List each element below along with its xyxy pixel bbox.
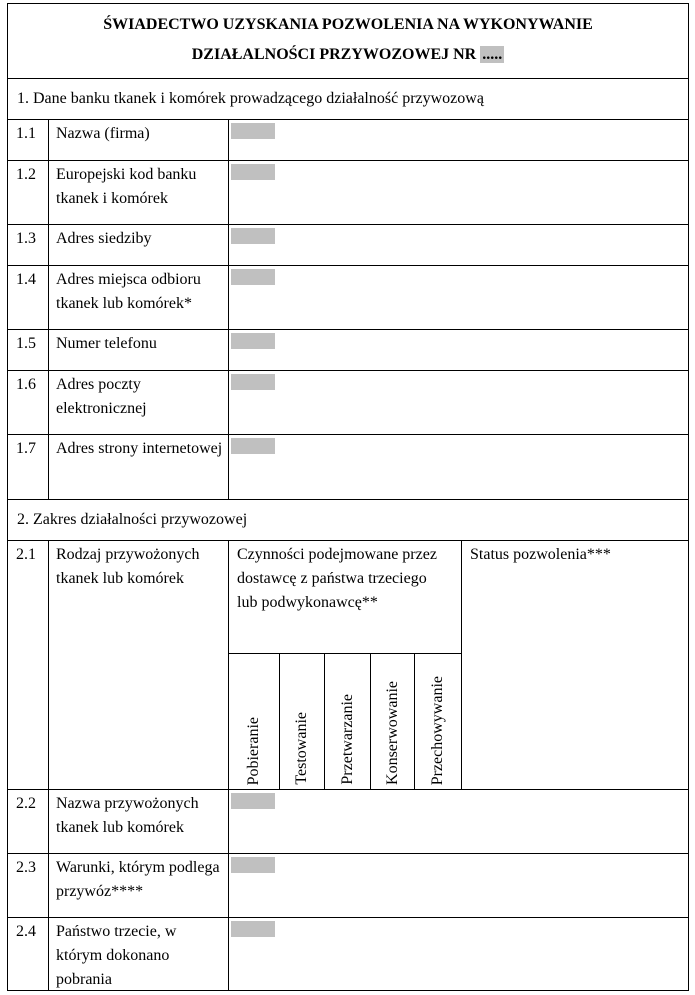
field-placeholder[interactable] (231, 164, 275, 180)
row-label: Adres poczty elektronicznej (56, 376, 147, 417)
field-placeholder[interactable] (231, 857, 275, 873)
title-line-2 (8, 40, 688, 70)
title-line-2-text: DZIAŁALNOŚCI PRZYWOZOWEJ NR (191, 46, 477, 63)
row-number: 2.1 (16, 546, 36, 563)
field-placeholder[interactable] (231, 123, 275, 139)
activities-header: Czynności podejmowane przez dostawcę z państwa trzeciego lub podwykonawcę** (237, 546, 437, 611)
field-placeholder[interactable] (231, 921, 275, 937)
row-label: Numer telefonu (56, 335, 157, 352)
section-2-heading (7, 499, 689, 541)
field-placeholder[interactable] (231, 228, 275, 244)
activity-column-pobieranie (228, 653, 280, 790)
row-label: Adres miejsca odbioru tkanek lub komórek* (56, 271, 201, 312)
row-label: Rodzaj przywożonych tkanek lub komórek (56, 546, 200, 587)
field-placeholder[interactable] (231, 793, 275, 809)
section-2-heading-text: 2. Zakres działalności przywozowej (17, 511, 248, 528)
certificate-form (7, 3, 689, 991)
row-number: 1.6 (16, 376, 36, 393)
row-label: Adres strony internetowej (56, 440, 223, 457)
row-number: 2.2 (16, 795, 36, 812)
activity-column-przetwarzanie (324, 653, 371, 790)
row-label: Nazwa przywożonych tkanek lub komórek (56, 795, 199, 836)
title-line-1: ŚWIADECTWO UZYSKANIA POZWOLENIA NA WYKONYWANIE (103, 16, 593, 33)
activity-label: Przechowywanie (429, 675, 446, 785)
row-number: 2.3 (16, 859, 36, 876)
section-1-heading-text: 1. Dane banku tkanek i komórek prowadzącego działalność przywozową (17, 90, 484, 107)
row-number: 1.1 (16, 125, 36, 142)
field-placeholder[interactable] (231, 333, 275, 349)
activity-label: Testowanie (293, 712, 310, 785)
activity-label: Przetwarzanie (338, 694, 356, 785)
row-label: Warunki, którym podlega przywóz**** (56, 859, 220, 900)
section-1-heading (7, 78, 689, 120)
row-label: Nazwa (firma) (56, 125, 150, 142)
row-number: 1.5 (16, 335, 36, 352)
activity-column-przechowywanie (414, 653, 462, 790)
activity-column-testowanie (279, 653, 325, 790)
activity-column-konserwowanie (370, 653, 415, 790)
activity-label: Konserwowanie (383, 681, 401, 785)
status-header: Status pozwolenia*** (470, 546, 611, 563)
row-number: 1.2 (16, 166, 36, 183)
row-label: Państwo trzecie, w którym dokonano pobrania (56, 923, 177, 988)
row-label: Europejski kod banku tkanek i komórek (56, 166, 197, 207)
row-number: 1.7 (16, 440, 36, 457)
row-number: 1.4 (16, 271, 36, 288)
title-block (7, 3, 689, 79)
field-placeholder[interactable] (231, 438, 275, 454)
row-label: Adres siedziby (56, 230, 152, 247)
field-placeholder[interactable] (231, 374, 275, 390)
field-placeholder[interactable] (231, 269, 275, 285)
activity-label: Pobieranie (245, 716, 262, 785)
certificate-number-placeholder[interactable]: ..... (482, 46, 503, 63)
row-number: 1.3 (16, 230, 36, 247)
row-number: 2.4 (16, 923, 36, 940)
